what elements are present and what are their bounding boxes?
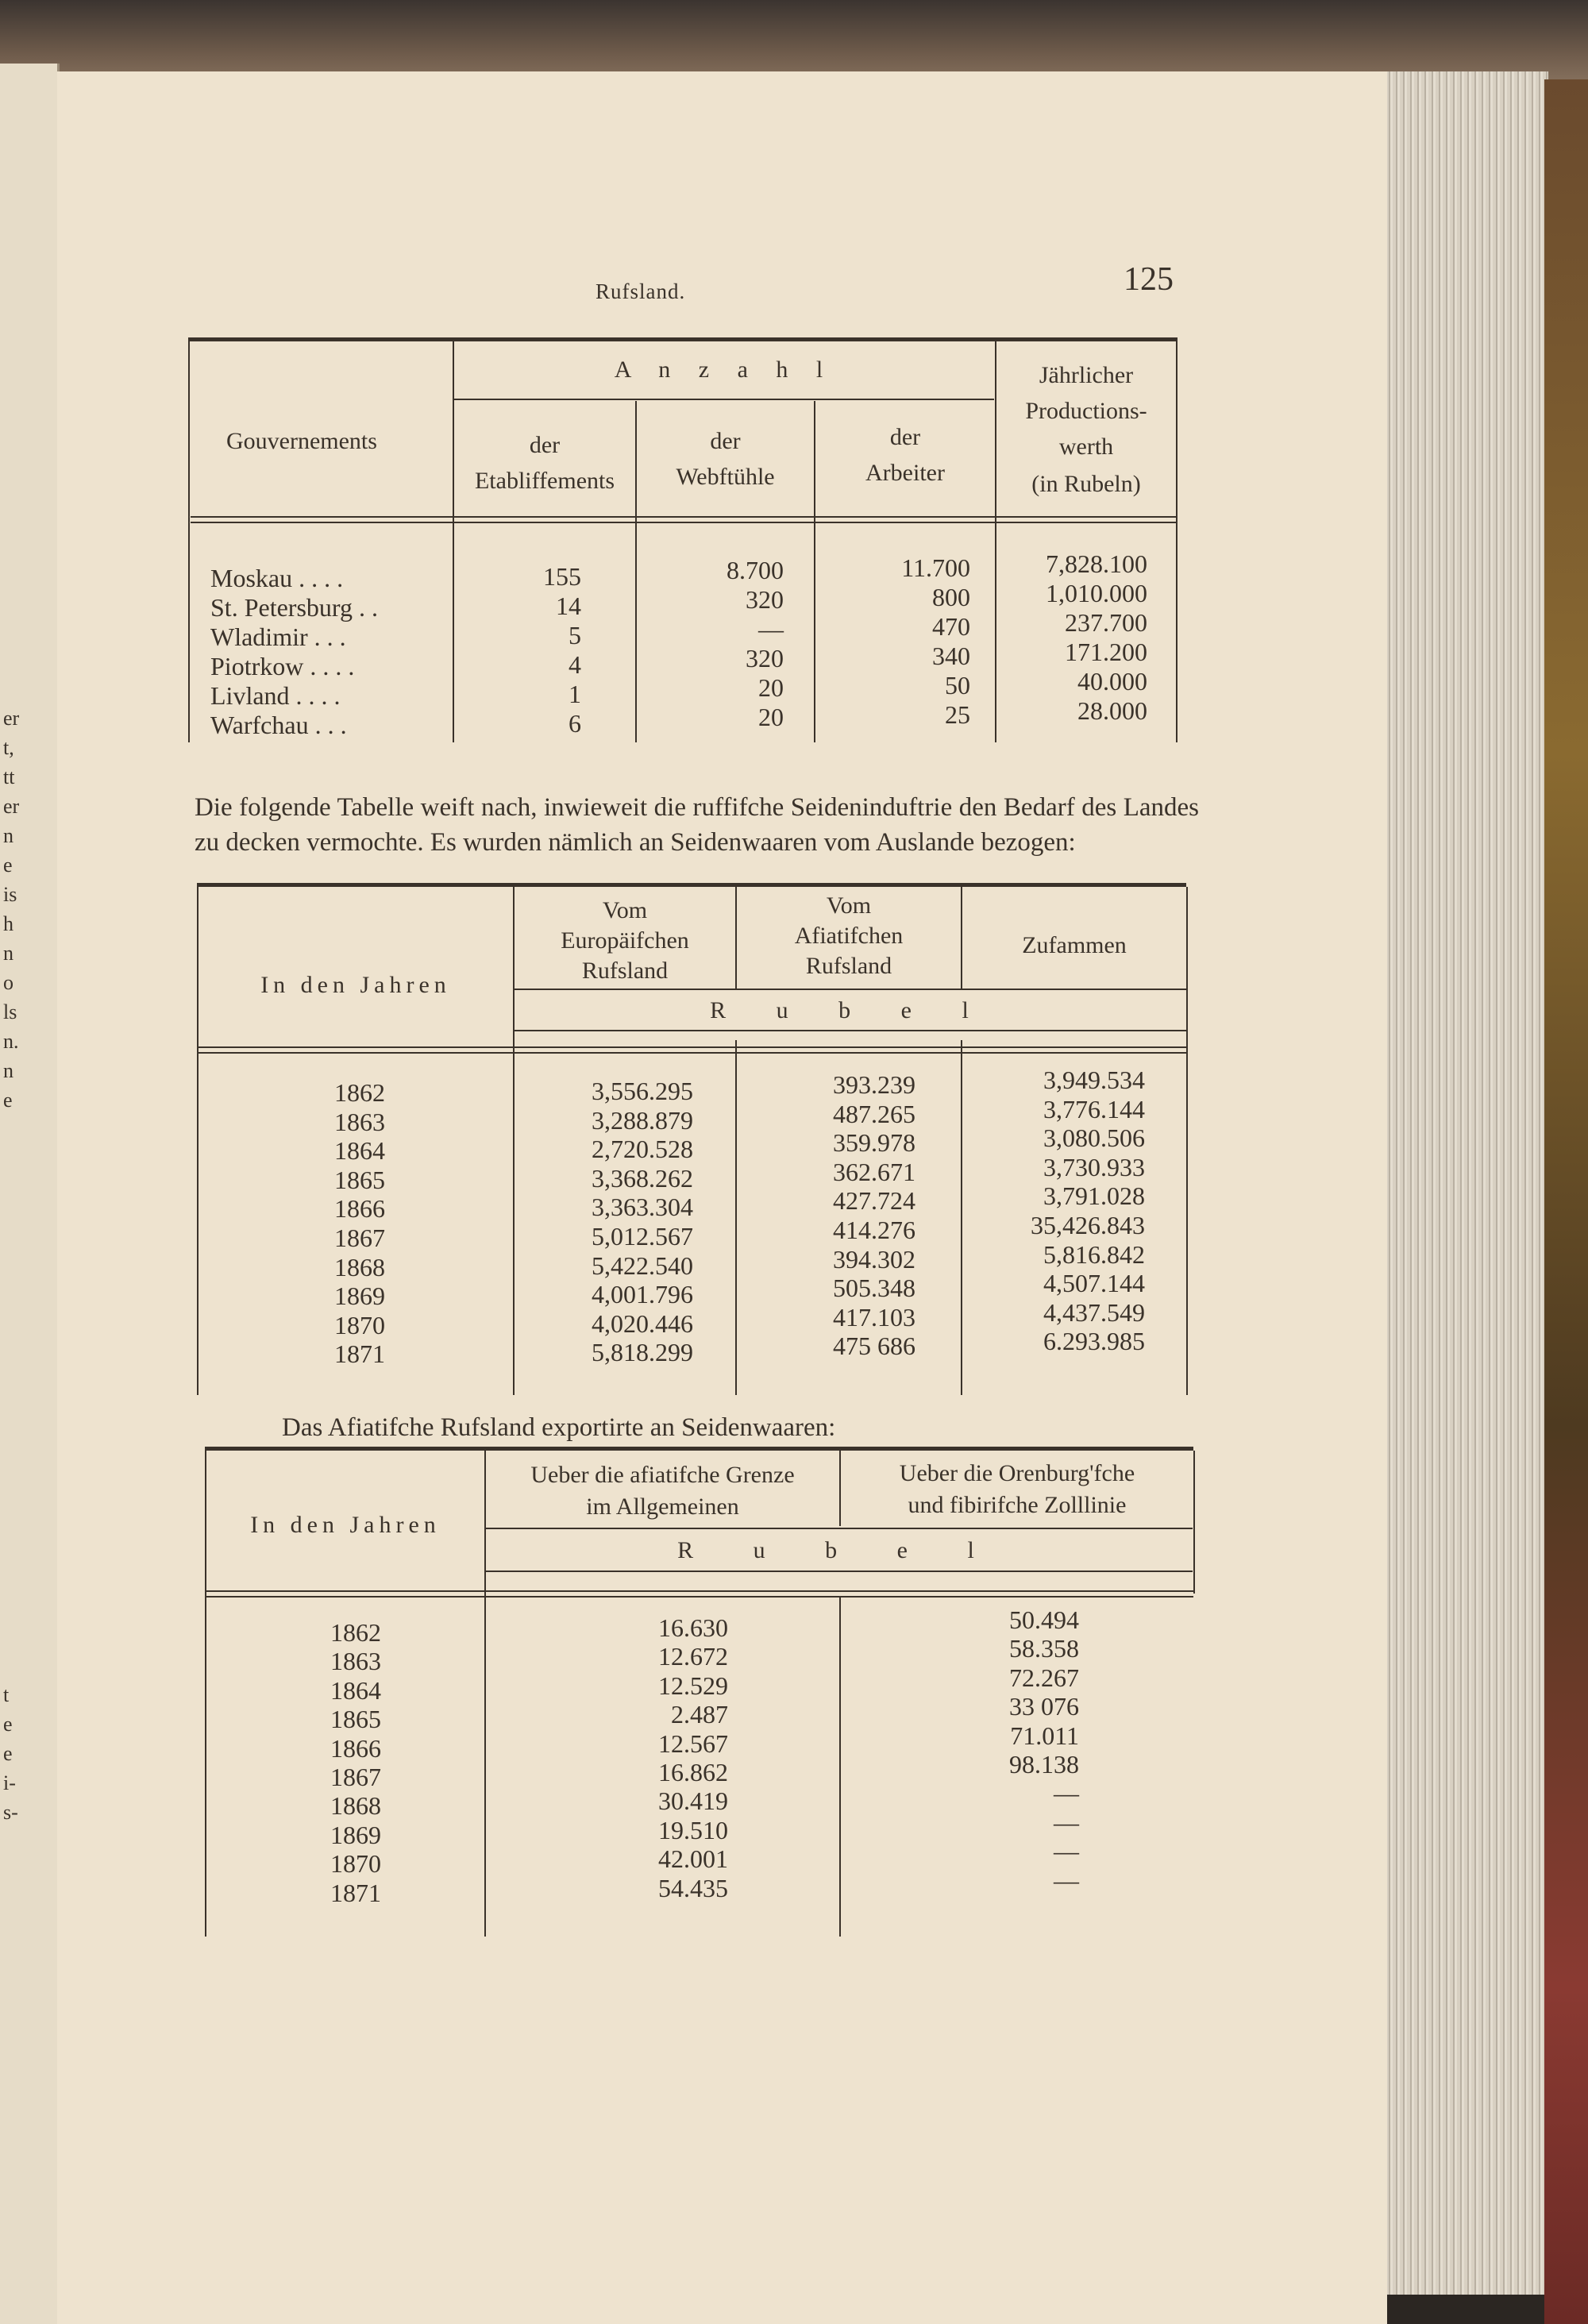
left-page-letter: e	[3, 1713, 13, 1736]
row-european: 4,001.796	[592, 1280, 693, 1309]
header-webstuhle-2: Webftühle	[676, 464, 775, 490]
header-unit-rubel: R u b e l	[710, 997, 991, 1023]
marbled-cover	[1544, 79, 1588, 2324]
header-arbeiter-1: der	[889, 424, 921, 450]
running-head: Rufsland.	[596, 279, 686, 303]
row-etablissements: 14	[556, 592, 581, 620]
body-paragraph: Die folgende Tabelle weift nach, inwieweit die ruffifche Seideninduftrie den Bedarf des Landes zu decken vermochte. Es wurden nämlich an Seidenwaaren vom Auslande bezogen:	[195, 793, 1199, 857]
row-asiatic-border: 16.630	[658, 1613, 728, 1642]
row-asiatic-border: 30.419	[658, 1786, 728, 1816]
left-page-letter: n	[3, 942, 13, 965]
row-asiatic: 475 686	[833, 1332, 915, 1361]
row-webstuhle: 320	[746, 585, 784, 614]
row-asiatic: 359.978	[833, 1128, 915, 1158]
header-wert-2: Productions-	[1025, 398, 1147, 424]
row-total: 5,816.842	[1043, 1239, 1145, 1269]
row-total: 6.293.985	[1043, 1327, 1145, 1356]
row-european: 3,363.304	[592, 1193, 693, 1222]
row-year: 1864	[330, 1675, 381, 1705]
row-webstuhle: 20	[758, 673, 784, 702]
row-year: 1865	[334, 1165, 385, 1194]
row-name: St. Petersburg . .	[210, 593, 378, 622]
row-webstuhle: 20	[758, 703, 784, 731]
row-arbeiter: 800	[932, 583, 970, 611]
row-etablissements: 1	[569, 680, 581, 708]
left-page-letter: e	[3, 1742, 13, 1765]
row-wert: 7,828.100	[1046, 549, 1147, 578]
row-asiatic-border: 2.487	[671, 1700, 728, 1729]
left-page-letter: s-	[3, 1801, 18, 1824]
row-wert: 28.000	[1077, 696, 1147, 725]
row-total: 3,949.534	[1043, 1066, 1145, 1094]
row-orenburg: 98.138	[1009, 1750, 1079, 1779]
row-etablissements: 5	[569, 621, 581, 649]
page-number: 125	[1124, 261, 1174, 298]
header-etablissements-1: der	[529, 432, 561, 458]
header-wert-1: Jährlicher	[1039, 362, 1134, 388]
row-year: 1870	[330, 1849, 381, 1879]
header-arbeiter-2: Arbeiter	[865, 460, 945, 486]
row-orenburg: 58.358	[1009, 1634, 1079, 1663]
row-orenburg: 72.267	[1009, 1663, 1079, 1692]
row-year: 1871	[334, 1339, 385, 1369]
row-european: 5,818.299	[592, 1338, 693, 1367]
row-name: Livland . . . .	[210, 681, 341, 710]
left-page-letter: e	[3, 1089, 13, 1112]
row-european: 3,556.295	[592, 1077, 693, 1105]
row-asiatic-border: 12.567	[658, 1729, 728, 1758]
left-page-letter: ls	[3, 1000, 17, 1023]
row-asiatic: 362.671	[833, 1157, 915, 1186]
row-etablissements: 6	[569, 709, 581, 738]
row-arbeiter: 470	[932, 612, 970, 641]
header-asiat-1: Vom	[826, 892, 872, 919]
row-asiatic-border: 19.510	[658, 1815, 728, 1844]
row-total: 3,776.144	[1043, 1094, 1145, 1123]
left-page-letter: n	[3, 1059, 13, 1082]
table3-caption: Das Afiatifche Rufsland exportirte an Seidenwaaren:	[282, 1413, 836, 1442]
row-asiatic: 394.302	[833, 1244, 915, 1274]
header-orenburg-1: Ueber die Orenburg'fche	[899, 1460, 1135, 1486]
left-page-letter: e	[3, 854, 13, 877]
row-name: Moskau . . . .	[210, 564, 344, 592]
header-jahre: In den Jahren	[260, 972, 451, 998]
row-total: 4,437.549	[1043, 1297, 1145, 1327]
header-orenburg-2: und fibirifche Zolllinie	[908, 1492, 1127, 1518]
row-wert: 171.200	[1065, 638, 1147, 666]
row-total: 35,426.843	[1031, 1211, 1145, 1239]
row-wert: 40.000	[1077, 667, 1147, 696]
left-page-fragment	[0, 64, 60, 2324]
page-edges	[1386, 71, 1548, 2295]
header-webstuhle-1: der	[710, 428, 741, 454]
row-asiatic: 393.239	[833, 1070, 915, 1099]
header-asiat-2: Afiatifchen	[794, 923, 904, 949]
header-europ-1: Vom	[602, 897, 648, 923]
row-asiatic: 487.265	[833, 1099, 915, 1128]
left-page-letter: n	[3, 824, 13, 847]
row-orenburg: 33 076	[1009, 1692, 1079, 1721]
header-gouvernements: Gouvernements	[226, 428, 377, 454]
row-name: Piotrkow . . . .	[210, 652, 355, 680]
left-page-letter: t,	[3, 736, 14, 759]
row-european: 3,368.262	[592, 1163, 693, 1193]
row-webstuhle: —	[758, 615, 784, 643]
row-year: 1866	[334, 1194, 385, 1224]
header-wert-3: werth	[1058, 434, 1114, 460]
row-year: 1864	[334, 1136, 385, 1166]
row-total: 3,080.506	[1043, 1123, 1145, 1153]
row-european: 3,288.879	[592, 1105, 693, 1135]
row-wert: 237.700	[1065, 608, 1147, 637]
left-page-letter: er	[3, 795, 20, 818]
row-name: Warfchau . . .	[210, 711, 347, 739]
left-page-letter: o	[3, 971, 13, 994]
row-asiatic: 417.103	[833, 1302, 915, 1332]
row-total: 4,507.144	[1043, 1269, 1145, 1298]
row-etablissements: 155	[543, 562, 581, 591]
row-asiatic: 427.724	[833, 1186, 915, 1216]
row-asiatic-border: 16.862	[658, 1758, 728, 1786]
left-page-letter: tt	[3, 765, 15, 788]
row-orenburg: —	[1054, 1807, 1079, 1836]
header-asiat-3: Rufsland	[805, 953, 892, 979]
row-wert: 1,010.000	[1046, 579, 1147, 607]
header-unit-rubel: R u b e l	[677, 1537, 1001, 1563]
row-arbeiter: 50	[945, 671, 970, 700]
left-page-letter: er	[3, 707, 20, 730]
row-european: 5,422.540	[592, 1251, 693, 1280]
header-zusammen: Zufammen	[1022, 932, 1127, 958]
row-asiatic-border: 54.435	[658, 1873, 728, 1902]
row-year: 1867	[330, 1763, 381, 1791]
row-year: 1868	[334, 1252, 385, 1281]
row-year: 1871	[330, 1878, 381, 1907]
row-year: 1866	[330, 1733, 381, 1763]
row-arbeiter: 25	[945, 700, 970, 729]
left-page-letter: h	[3, 912, 13, 935]
header-grenze-2: im Allgemeinen	[586, 1493, 739, 1520]
header-jahre: In den Jahren	[250, 1512, 441, 1538]
row-arbeiter: 340	[932, 642, 970, 670]
row-year: 1869	[334, 1281, 385, 1311]
row-year: 1863	[334, 1107, 385, 1136]
row-orenburg: —	[1054, 1865, 1079, 1894]
header-europ-2: Europäifchen	[561, 927, 689, 954]
row-asiatic-border: 42.001	[658, 1844, 728, 1874]
header-grenze-1: Ueber die afiatifche Grenze	[530, 1462, 795, 1488]
row-asiatic: 505.348	[833, 1274, 915, 1303]
left-page-letter: n.	[3, 1030, 19, 1053]
row-total: 3,730.933	[1043, 1152, 1145, 1181]
row-year: 1862	[330, 1618, 381, 1647]
row-orenburg: —	[1054, 1779, 1079, 1808]
row-webstuhle: 320	[746, 644, 784, 673]
row-european: 2,720.528	[592, 1135, 693, 1164]
row-year: 1862	[334, 1078, 385, 1107]
row-year: 1869	[330, 1820, 381, 1849]
row-orenburg: 71.011	[1010, 1721, 1079, 1750]
row-total: 3,791.028	[1043, 1181, 1145, 1211]
row-european: 5,012.567	[592, 1222, 693, 1251]
header-europ-3: Rufsland	[581, 958, 669, 984]
row-year: 1863	[330, 1647, 381, 1676]
row-year: 1867	[334, 1224, 385, 1252]
header-etablissements-2: Etabliffements	[474, 468, 615, 494]
row-year: 1868	[330, 1791, 381, 1821]
row-webstuhle: 8.700	[727, 556, 784, 584]
row-european: 4,020.446	[592, 1308, 693, 1338]
row-etablissements: 4	[569, 650, 581, 679]
row-name: Wladimir . . .	[210, 622, 346, 651]
row-year: 1870	[334, 1310, 385, 1339]
left-page-letter: i-	[3, 1771, 16, 1794]
header-wert-4: (in Rubeln)	[1031, 471, 1141, 497]
row-year: 1865	[330, 1705, 381, 1734]
row-asiatic-border: 12.672	[658, 1642, 728, 1671]
row-orenburg: —	[1054, 1836, 1079, 1866]
row-arbeiter: 11.700	[901, 553, 970, 582]
row-asiatic-border: 12.529	[658, 1671, 728, 1700]
row-asiatic: 414.276	[833, 1216, 915, 1244]
header-anzahl: A n z a h l	[614, 357, 834, 383]
left-page-letter: is	[3, 883, 17, 906]
left-page-letter: t	[3, 1683, 10, 1706]
row-orenburg: 50.494	[1009, 1605, 1079, 1634]
